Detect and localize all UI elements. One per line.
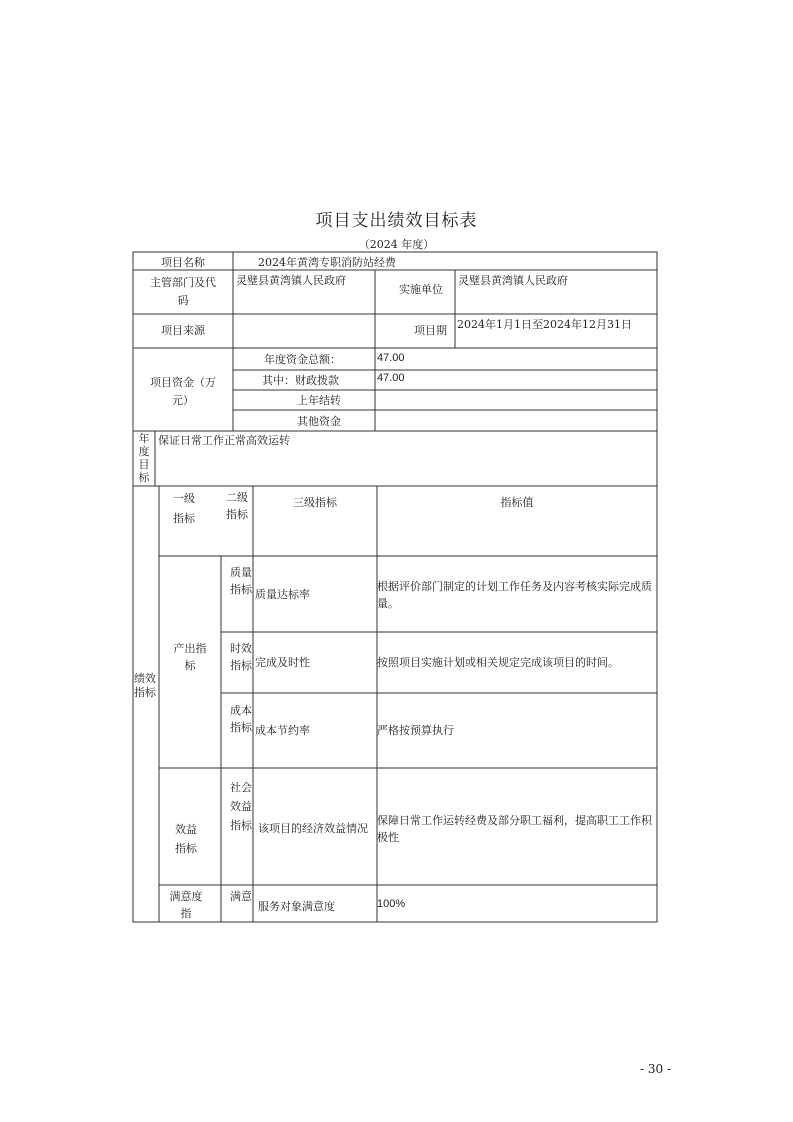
level2-cost: 成本指标 xyxy=(230,704,252,734)
impl-label: 实施单位 xyxy=(399,283,443,296)
project-name-value: 2024年黄湾专职消防站经费 xyxy=(258,256,396,269)
period-value: 2024年1月1日至2024年12月31日 xyxy=(457,318,632,331)
value-social: 保障日常工作运转经费及部分职工福利，提高职工工作积极性 xyxy=(377,814,652,844)
level2-satisfaction: 满意 xyxy=(230,890,252,903)
funds-last-label: 上年结转 xyxy=(297,394,341,407)
level3-satisfaction: 服务对象满意度 xyxy=(258,900,335,913)
level2-social: 社会效益指标 xyxy=(230,781,252,832)
source-label: 项目来源 xyxy=(161,324,205,337)
level3-quality: 质量达标率 xyxy=(255,588,310,601)
level3-cost: 成本节约率 xyxy=(255,724,310,737)
funds-other-label: 其他资金 xyxy=(297,415,341,428)
annual-goal-value: 保证日常工作正常高效运转 xyxy=(158,434,290,447)
benefit-indicators-label: 效益指标 xyxy=(175,823,197,855)
funds-total-value: 47.00 xyxy=(377,352,405,364)
value-timeliness: 按照项目实施计划或相关规定完成该项目的时间。 xyxy=(377,656,619,669)
level3-social: 该项目的经济效益情况 xyxy=(258,822,368,835)
header-level1: 一级指标 xyxy=(173,492,195,525)
period-label: 项目期 xyxy=(414,324,447,337)
perf-indicators-label: 绩效指标 xyxy=(134,672,156,699)
header-level2: 二级指标 xyxy=(226,491,248,521)
satisfaction-indicators-label: 满意度指 xyxy=(169,890,203,920)
value-cost: 严格按预算执行 xyxy=(377,724,454,737)
level2-timeliness: 时效指标 xyxy=(230,642,252,672)
project-name-label: 项目名称 xyxy=(161,256,205,269)
annual-goal-label: 年度目标 xyxy=(138,432,150,484)
dept-value: 灵璧县黄湾镇人民政府 xyxy=(236,274,346,287)
page-number: - 30 - xyxy=(640,1062,672,1076)
page-title: 项目支出绩效目标表 xyxy=(315,211,478,231)
funds-label: 项目资金（万元） xyxy=(150,376,216,407)
dept-label: 主管部门及代码 xyxy=(150,276,216,307)
header-level3: 三级指标 xyxy=(293,496,337,509)
funds-fiscal-label: 其中：财政拨款 xyxy=(262,374,339,387)
level2-quality: 质量指标 xyxy=(230,566,252,596)
value-quality: 根据评价部门制定的计划工作任务及内容考核实际完成质量。 xyxy=(377,580,652,610)
value-satisfaction: 100% xyxy=(377,898,406,910)
level3-timeliness: 完成及时性 xyxy=(255,656,310,669)
page-subtitle: （2024 年度） xyxy=(358,238,435,251)
output-indicators-label: 产出指标 xyxy=(173,642,207,672)
impl-value: 灵璧县黄湾镇人民政府 xyxy=(458,274,568,287)
funds-total-label: 年度资金总额： xyxy=(264,353,341,366)
header-value: 指标值 xyxy=(500,496,534,509)
funds-fiscal-value: 47.00 xyxy=(377,372,405,384)
